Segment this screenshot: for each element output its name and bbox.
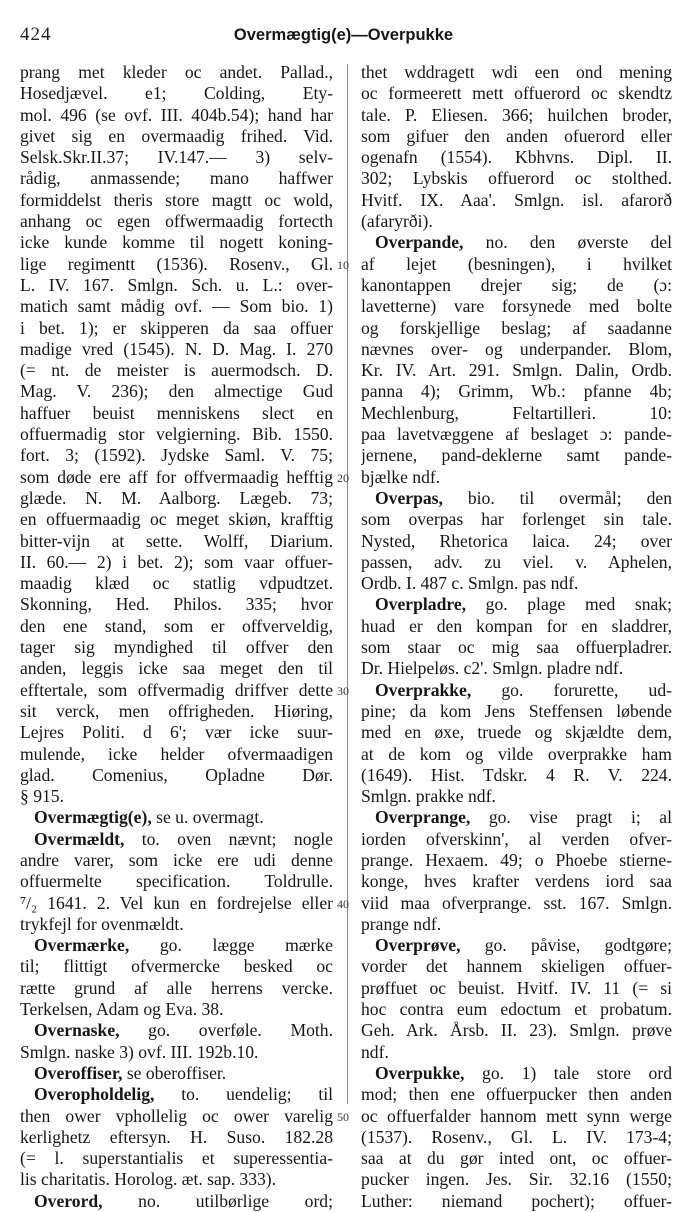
text-line: pucker ingen. Jes. Sir. 32.16 (1550;: [361, 1169, 672, 1190]
text-line: og forskjellige beslag; af saadanne: [361, 317, 672, 338]
text-line: bjælke ndf.: [361, 466, 441, 487]
text-line: Lejres Politi. d 6'; vær icke suur-: [20, 722, 333, 743]
text-line: som gifuer den anden ofuerord eller: [361, 125, 672, 146]
text-line: tager sig myndighed til offver den: [20, 637, 333, 658]
left-column: [20, 62, 333, 1212]
text-line: vorder det hannem skieligen offuer-: [361, 956, 672, 977]
text-line: ogenafn (1554). Kbhvns. Dipl. II.: [361, 147, 672, 168]
text-line: Mag. V. 236); den almectige Gud: [20, 381, 333, 402]
entry-headword-line: [361, 232, 672, 253]
text-line: den ene stand, som er offverveldig,: [20, 615, 333, 636]
text-line: lis charitatis. Horolog. æt. sap. 333).: [20, 1169, 277, 1190]
entry-headword-line: [20, 807, 333, 828]
headword: Overprange,: [375, 807, 471, 828]
text-line: mulende, icke helder ofvermaadigen: [20, 743, 333, 764]
text-line: som staar oc mig saa offuerpladrer.: [361, 637, 672, 658]
text-line: trykfejl for ovenmældt.: [20, 913, 184, 934]
text-line: offuermadig stor velgierning. Bib. 1550.: [20, 424, 333, 445]
line-number: 10: [337, 257, 349, 272]
text-line: Skonning, Hed. Philos. 335; hvor: [20, 594, 333, 615]
text-line: huad er den kompan for en sladdrer,: [361, 615, 672, 636]
text-line: pine; da kom Jens Steffensen løbende: [361, 700, 672, 721]
text-line: haffuer beuist menniskens slect en: [20, 402, 333, 423]
page-header: [0, 24, 687, 48]
text-line: som overpas har forlenget sin tale.: [361, 509, 672, 530]
entry-headword-line: [20, 1020, 333, 1041]
right-column: [361, 62, 672, 1212]
entry-text: se oberoffiser.: [122, 1062, 227, 1083]
text-line: thet wddragett wdi een ond mening: [361, 62, 672, 82]
headword: Overmægtig(e),: [34, 807, 152, 828]
headword: Overmældt,: [34, 828, 125, 849]
text-line: anhang oc egen offwermaadig fortecth: [20, 211, 333, 232]
text-line: lavetterne) vare forsynede med bolte: [361, 296, 672, 317]
text-line: Terkelsen, Adam og Eva. 38.: [20, 999, 224, 1020]
line-number: 30: [337, 683, 349, 698]
text-line: efftertale, som offvermadig driffver dette: [20, 679, 333, 700]
entry-text: go. 1) tale store ord: [464, 1062, 672, 1083]
headword: Overpas,: [375, 487, 443, 508]
text-line: 302; Lybskis offuerord oc stolthed.: [361, 168, 672, 189]
text-line: L. IV. 167. Smlgn. Sch. u. L.: over-: [20, 274, 333, 295]
text-line: II. 60.— 2) i bet. 2); som vaar offuer-: [20, 551, 333, 572]
text-line: (afaryrði).: [361, 211, 433, 232]
text-line: hoc contra eum edoctum et probatum.: [361, 999, 672, 1020]
headword: Overmærke,: [34, 935, 130, 956]
entry-headword-line: [20, 1084, 333, 1105]
text-line: kerlighetz eftersyn. H. Suso. 182.28: [20, 1126, 333, 1147]
column-divider: [347, 64, 348, 1104]
entry-text: go. plage med snak;: [466, 594, 672, 615]
text-line: prange ndf.: [361, 913, 442, 934]
text-line: en offuermaadig oc meget skiøn, krafftig: [20, 509, 333, 530]
text-line: iorden ofverskinn', al verden ofver-: [361, 828, 672, 849]
text-line: fort. 3; (1592). Jydske Saml. V. 75;: [20, 445, 333, 466]
text-line: andre varer, som icke ere udi denne: [20, 849, 333, 870]
text-line: Luther: niemand pochert); offuer-: [361, 1190, 672, 1211]
text-line: Hosedjævel. e1; Colding, Ety-: [20, 83, 333, 104]
text-line: offuermelte specification. Toldrulle.: [20, 871, 333, 892]
text-line: (1649). Hist. Tdskr. 4 R. V. 224.: [361, 764, 672, 785]
entry-headword-line: [361, 935, 672, 956]
text-line: Nysted, Rhetorica laica. 24; over: [361, 530, 672, 551]
line-number: 20: [337, 470, 349, 485]
text-line: lige regimentt (1536). Rosenv., Gl.: [20, 253, 333, 274]
line-number: 40: [337, 896, 349, 911]
entry-text: go. lægge mærke: [129, 935, 333, 956]
entry-text: go. overføle. Moth.: [119, 1020, 333, 1041]
entry-text: no. den øverste del: [463, 232, 672, 253]
text-line: Dr. Hielpeløs. c2'. Smlgn. pladre ndf.: [361, 658, 624, 679]
text-line: prange. Hexaem. 49; o Phoebe stierne-: [361, 849, 672, 870]
entry-headword-line: [20, 1063, 333, 1084]
text-line: som døde ere aff for offvermaadig hefftig: [20, 466, 333, 487]
text-line: then ower vphollelig oc ower varelig: [20, 1105, 333, 1126]
text-line: rætte grund af alle herrens vercke.: [20, 977, 333, 998]
text-line: Mechlenburg, Feltartilleri. 10:: [361, 402, 672, 423]
text-line: af lejet (besningen), i hvilket: [361, 253, 672, 274]
text-line: jernene, pand-deklerne samt pande-: [361, 445, 672, 466]
headword: Overpande,: [375, 232, 464, 253]
text-line: anden, leggis icke saa meget den til: [20, 658, 333, 679]
text-line: sit verck, men offrigheden. Hiøring,: [20, 700, 333, 721]
text-line: nævnes over- og underpander. Blom,: [361, 338, 672, 359]
text-line: Geh. Ark. Årsb. II. 23). Smlgn. prøve: [361, 1020, 672, 1041]
text-line: mol. 496 (se ovf. III. 404b.54); hand har: [20, 104, 333, 125]
text-line: kanontappen drejer sig; de (ɔ:: [361, 274, 672, 295]
text-line: glad. Comenius, Opladne Dør.: [20, 764, 333, 785]
text-line: panna 4); Grimm, Wb.: pfanne 4b;: [361, 381, 672, 402]
text-line: matich samt mådig ovf. — Som bio. 1): [20, 296, 333, 317]
text-line: givet sig en overmaadig frihed. Vid.: [20, 125, 333, 146]
headword: Overpladre,: [375, 594, 467, 615]
entry-text: go. påvise, godtgøre;: [460, 935, 672, 956]
text-line: glæde. N. M. Aalborg. Lægeb. 73;: [20, 487, 333, 508]
text-line: prang met kleder oc andet. Pallad.,: [20, 62, 333, 82]
entry-headword-line: [20, 829, 333, 850]
headword: Overprøve,: [375, 935, 461, 956]
entry-text: go. vise pragt i; al: [470, 807, 672, 828]
text-line: formiddelst theris store magtt oc wold,: [20, 189, 333, 210]
entry-text: bio. til overmål; den: [442, 487, 672, 508]
text-line: oc offuerfalder hannom mett synn werge: [361, 1105, 672, 1126]
text-line: rådig, anmassende; mano haffwer: [20, 168, 333, 189]
text-line: Kr. IV. Art. 291. Smlgn. Dalin, Ordb.: [361, 360, 672, 381]
entry-headword-line: [361, 680, 672, 701]
text-line: (= nt. de meister is auermodsch. D.: [20, 360, 333, 381]
entry-headword-line: [361, 594, 672, 615]
text-line: mod; then ene offuerpucker then anden: [361, 1084, 672, 1105]
text-line: Selsk.Skr.II.37; IV.147.— 3) selv-: [20, 147, 333, 168]
page-number: 424: [20, 24, 52, 45]
entry-text: to. oven nævnt; nogle: [124, 828, 333, 849]
text-line: icke kunde komme til nogett koning-: [20, 232, 333, 253]
text-line: § 915.: [20, 786, 64, 807]
text-line: ndf.: [361, 1041, 389, 1062]
text-line: paa lavetvæggene af beslaget ɔ: pande-: [361, 424, 672, 445]
text-line: oc formeerett mett offuerord oc skendtz: [361, 83, 672, 104]
headword: Overopholdelig,: [34, 1084, 155, 1105]
text-line: Ordb. I. 487 c. Smlgn. pas ndf.: [361, 573, 579, 594]
text-line: i bet. 1); er skipperen da saa offuer: [20, 317, 333, 338]
text-line: (1537). Rosenv., Gl. L. IV. 173-4;: [361, 1126, 672, 1147]
text-line: Smlgn. naske 3) ovf. III. 192b.10.: [20, 1041, 259, 1062]
text-line: til; flittigt ofvermercke besked oc: [20, 956, 333, 977]
text-line: (= l. superstantialis et superessentia-: [20, 1148, 333, 1169]
text-line: saa at du gør inted ont, oc offuer-: [361, 1148, 672, 1169]
headword: Overprakke,: [375, 679, 472, 700]
text-line: konge, hves krafter verdens iord saa: [361, 871, 672, 892]
headword: Overnaske,: [34, 1020, 120, 1041]
text-line: at de kom og vilde overprakke ham: [361, 743, 672, 764]
text-line: madige vred (1545). N. D. Mag. I. 270: [20, 338, 333, 359]
headword: Overoffiser,: [34, 1062, 123, 1083]
entry-headword-line: [20, 1191, 333, 1212]
text-line: viid maa ofverprange. sst. 167. Smlgn.: [361, 892, 672, 913]
entry-headword-line: [361, 807, 672, 828]
headword: Overord,: [34, 1190, 103, 1211]
entry-text: se u. overmagt.: [151, 807, 264, 828]
text-line: ⁷/₂ 1641. 2. Vel kun en fordrejelse eller: [20, 892, 333, 913]
text-line: maadig klæd oc statlig vdpudtzet.: [20, 573, 333, 594]
entry-headword-line: [20, 935, 333, 956]
entry-headword-line: [361, 488, 672, 509]
text-line: med en øxe, truede og skjældte dem,: [361, 722, 672, 743]
entry-text: no. utilbørlige ord;: [102, 1190, 333, 1211]
headword: Overpukke,: [375, 1062, 465, 1083]
text-line: tale. P. Eliesen. 366; huilchen broder,: [361, 104, 672, 125]
entry-text: go. forurette, ud-: [471, 679, 672, 700]
text-line: prøffuet oc beuist. Hvitf. IV. 11 (= si: [361, 977, 672, 998]
entry-text: to. uendelig; til: [154, 1084, 333, 1105]
line-number: 50: [337, 1109, 349, 1124]
text-line: Smlgn. prakke ndf.: [361, 786, 496, 807]
running-head: Overmægtig(e)—Overpukke: [233, 26, 454, 44]
text-line: passen, adv. zu viel. v. Aphelen,: [361, 551, 672, 572]
entry-headword-line: [361, 1063, 672, 1084]
text-line: bitter-vijn at sette. Wolff, Diarium.: [20, 530, 333, 551]
text-line: Hvitf. IX. Aaa'. Smlgn. isl. afarorð: [361, 189, 672, 210]
